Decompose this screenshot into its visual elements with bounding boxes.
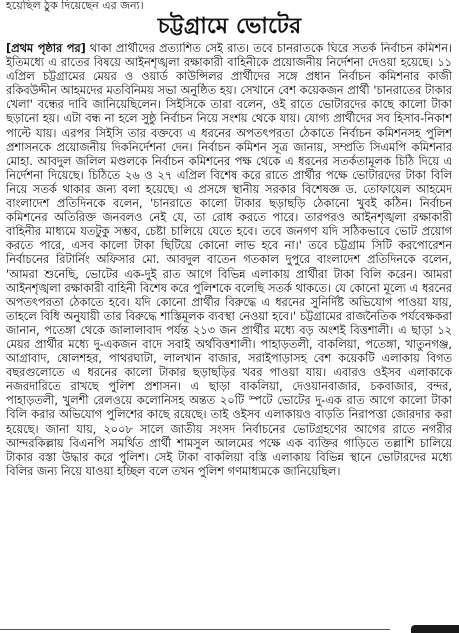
bottom-rule (0, 629, 390, 630)
headline: চট্টগ্রামে ভোটের (157, 14, 302, 39)
article-body (6, 42, 452, 622)
bottom-border (0, 625, 459, 633)
continuation-label: [প্রথম পৃষ্ঠার পর] (6, 42, 86, 55)
previous-article-fragment: হয়েছিল ঠুক দিয়েছেন এর জন্য। (6, 0, 144, 12)
article-text: থাকা প্রার্থীদের প্রত্যাশিত সেই রাত। তবে চানরাতকে ঘিরে সতর্ক নির্বাচন কমিশন। ইতিমধ্যে এ রাতের বিষয়ে আইনশৃঙ্খলা রক্ষাকারী বাহিনীকে প্রয়োজনীয় নির্দেশনা দেওয়া হয়েছে। ১১ এপ্রিল চট্টগ্রামের মেয়র ও ওয়ার্ড কাউন্সিলর প্রার্থীদের সঙ্গে প্রধান নির্বাচন কমিশনার কাজী রকিবউদ্দীন আহমদের মতবিনিময় সভা অনুষ্ঠিত হয়। সেখানে বেশ কয়েকজন প্রার্থী 'চানরাতের টাকার খেলা' বন্ধের দাবি জানিয়েছিলেন। সিইসিকে তারা বলেন, ওই রাতে ভোটারদের কাছে কালো টাকা ছড়ানো হয়। এটা বন্ধ না হলে সুষ্ঠু নির্বাচন নিয়ে সংশয় থেকে যায়। যোগ্য প্রার্থীদের সব হিসাব-নিকাশ পাল্টে যায়। এরপর সিইসি তার বক্তব্যে এ ধরনের অপতৎপরতা ঠেকাতে নির্বাচন কমিশনসহ পুলিশ প্রশাসনকে প্রয়োজনীয় দিকনির্দেশনা দেন। নির্বাচন কমিশন সূত্র জানায়, সম্প্রতি সিএমপি কমিশনার মোহা. আবদুল জলিল মণ্ডলকে নির্বাচন কমিশনের পক্ষ থেকে এ ধরনের সতর্কতামূলক চিঠি দিয়ে এ নির্দেশনা দিয়েছে। চিঠিতে ২৬ ও ২৭ এপ্রিল বিশেষ করে রাতে প্রার্থীর পক্ষে ভোটারদের টাকা বিলি নিয়ে সতর্ক থাকার জন্য বলা হয়েছে। এ প্রসঙ্গে স্থানীয় সরকার বিশেষজ্ঞ ড. তোফায়েল আহমেদ বাংলাদেশ প্রতিদিনকে বলেন, 'চানরাতে কালো টাকার ছড়াছড়ি ঠেকানো খুবই কঠিন। নির্বাচন কমিশনের অতিরিক্ত জনবলও নেই যে, তা রোধ করতে পারে। তারপরও আইনশৃঙ্খলা রক্ষাকারী বাহিনীর মাধ্যমে যতটুকু সম্ভব, চেষ্টা চালিয়ে যেতে হবে। তবে জনগণ যদি সঠিকভাবে ভোট প্রয়োগ করতে পারে, এসব কালো টাকা ছিটিয়ে কোনো লাভ হবে না।' তবে চট্টগ্রাম সিটি করপোরেশন নির্বাচনের রিটার্নিং অফিসার মো. আবদুল বাতেন গতকাল দুপুরে বাংলাদেশ প্রতিদিনকে বলেন, 'আমরা শুনেছি, ভোটের এক-দুই রাত আগে বিভিন্ন এলাকায় প্রার্থীরা টাকা বিলি করেন। আমরা আইনশৃঙ্খলা রক্ষাকারী বাহিনী বিশেষ করে পুলিশকে বলেছি সতর্ক থাকতে। যে কোনো মূল্যে এ ধরনের অপতৎপরতা ঠেকাতে হবে। যদি কোনো প্রার্থীর বিরুদ্ধে এ ধরনের সুনির্দিষ্ট অভিযোগ পাওয়া যায়, তাহলে বিধি অনুযায়ী তার বিরুদ্ধে শাস্তিমূলক ব্যবস্থা নেওয়া হবে।' চট্টগ্রামের রাজনৈতিক পর্যবেক্ষকরা জানান, পতেঙ্গা থেকে জালালাবাদ পর্যন্ত ২১৩ জন প্রার্থীর মধ্যে বড় অংশই বিত্তশালী। এ ছাড়া ১২ মেয়র প্রার্থীর মধ্যে দু-একজন বাদে সবাই অর্থবিত্তশালী। পাহাড়তলী, বাকলিয়া, পতেঙ্গা, খাতুনগঞ্জ, আগ্রাবাদ, ষোলশহর, পাথরঘাটা, লালখান বাজার, সরাইপাড়াসহ বেশ কয়েকটি এলাকায় বিগত বছরগুলোতে এ ধরনের কালো টাকার ছড়াছড়ির খবর পাওয়া যায়। এবারও ওইসব এলাকাকে নজরদারিতে রাখছে পুলিশ প্রশাসন। এ ছাড়া বাকলিয়া, দেওয়ানবাজার, চকবাজার, বন্দর, পাহাড়তলী, খুলশী রেলওয়ে কলোনিসহ অন্তত ২০টি স্পটে ভোটের দু-এক রাত আগে কালো টাকা বিলি করার অভিযোগ পুলিশের কাছে রয়েছে। তাই ওইসব এলাকায়ও বাড়তি নিরাপত্তা জোরদার করা হয়েছে। জানা যায়, ২০০৮ সালে জাতীয় সংসদ নির্বাচনের ভোটগ্রহণের আগের রাতে নগরীর আন্দরকিল্লায় বিএনপি সমর্থিত প্রার্থী শামসুল আলমের পক্ষে এক ব্যক্তির গাড়িতে তল্লাশি চালিয়ে টাকার বস্তা উদ্ধার করে পুলিশ। সেই টাকা বাকলিয়া বস্তি এলাকায় বিভিন্ন স্থানে ভোটারদের মধ্যে বিলির জন্য নিয়ে যাওয়া হচ্ছিল বলে তখন পুলিশ গণমাধ্যমকে জানিয়েছিল। (6, 42, 452, 478)
next-section-edge (411, 625, 459, 633)
